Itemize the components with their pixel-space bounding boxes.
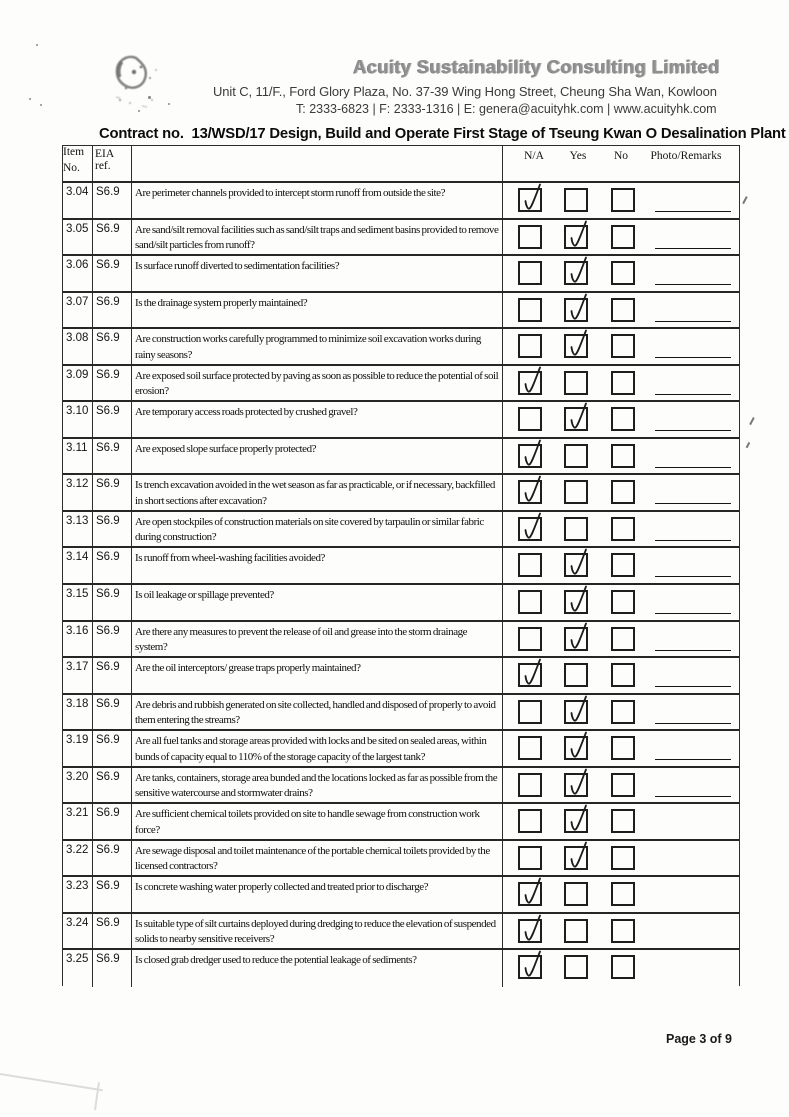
table-row [63, 183, 739, 220]
question-text: Are perimeter channels provided to intercept storm runoff from outside the site? [132, 183, 503, 218]
answer-cell [503, 585, 739, 620]
table-row [63, 804, 739, 841]
item-no: 3.23 [63, 877, 93, 912]
handwritten-tick-icon [518, 655, 545, 691]
handwritten-tick-icon [564, 545, 591, 581]
remarks-line [655, 467, 731, 468]
table-row [63, 512, 739, 549]
answer-cell [503, 329, 739, 364]
na-checkbox [518, 846, 542, 870]
scan-speck [148, 96, 151, 99]
table-row [63, 439, 739, 476]
no-checkbox [611, 736, 635, 760]
answer-cell [503, 622, 739, 657]
no-checkbox [611, 663, 635, 687]
handwritten-tick-icon [518, 363, 545, 399]
remarks-line [655, 284, 731, 285]
handwritten-tick-icon [564, 217, 591, 253]
na-checkbox [518, 407, 542, 431]
answer-cell [503, 804, 739, 839]
pen-stray-mark [742, 196, 747, 204]
na-checkbox [518, 261, 542, 285]
question-text: Is trench excavation avoided in the wet season as far as practicable, or if necessary, backfilled in short sections after excavation? [132, 475, 503, 510]
checklist-table [62, 145, 740, 986]
remarks-line [655, 321, 731, 322]
table-row [63, 548, 739, 585]
handwritten-tick-icon [564, 582, 591, 618]
question-text: Is oil leakage or spillage prevented? [132, 585, 503, 620]
no-checkbox [611, 188, 635, 212]
no-checkbox [611, 590, 635, 614]
table-row [63, 329, 739, 366]
handwritten-tick-icon [564, 801, 591, 837]
question-text: Are sewage disposal and toilet maintenance of the portable chemical toilets provided by the licensed contractors? [132, 841, 503, 876]
header-answers-cell [503, 146, 739, 181]
table-row [63, 658, 739, 695]
scan-speck [40, 104, 42, 106]
handwritten-tick-icon [564, 692, 591, 728]
question-text: Are exposed slope surface properly protected? [132, 439, 503, 474]
eia-ref: S6.9 [93, 220, 132, 255]
no-checkbox [611, 846, 635, 870]
header-yes-label: Yes [569, 150, 587, 162]
question-text: Is closed grab dredger used to reduce the potential leakage of sediments? [132, 950, 503, 987]
yes-checkbox [564, 225, 588, 249]
eia-ref: S6.9 [93, 256, 132, 291]
item-no: 3.13 [63, 512, 93, 547]
question-text: Are open stockpiles of construction materials on site covered by tarpaulin or similar fabric during construction? [132, 512, 503, 547]
no-checkbox [611, 444, 635, 468]
eia-ref: S6.9 [93, 622, 132, 657]
yes-checkbox [564, 553, 588, 577]
na-checkbox [518, 480, 542, 504]
item-no: 3.05 [63, 220, 93, 255]
yes-checkbox [564, 188, 588, 212]
eia-ref: S6.9 [93, 548, 132, 583]
table-row [63, 768, 739, 805]
yes-checkbox [564, 261, 588, 285]
question-text: Are all fuel tanks and storage areas provided with locks and be sited on sealed areas, within bunds of capacity equal to 110% of the storage capacity of the largest tank? [132, 731, 503, 766]
na-checkbox [518, 955, 542, 979]
answer-cell [503, 658, 739, 693]
yes-checkbox [564, 590, 588, 614]
na-checkbox [518, 553, 542, 577]
remarks-line [655, 394, 731, 395]
table-row [63, 914, 739, 951]
eia-ref: S6.9 [93, 658, 132, 693]
eia-ref: S6.9 [93, 768, 132, 803]
handwritten-tick-icon [564, 728, 591, 764]
pen-stray-mark [746, 442, 750, 448]
na-checkbox [518, 663, 542, 687]
yes-checkbox [564, 882, 588, 906]
no-checkbox [611, 261, 635, 285]
question-text: Is suitable type of silt curtains deployed during dredging to reduce the elevation of suspended solids to nearby sensitive receivers? [132, 914, 503, 949]
header-eia-ref [93, 146, 132, 181]
table-row [63, 622, 739, 659]
item-no: 3.14 [63, 548, 93, 583]
answer-cell [503, 914, 739, 949]
remarks-line [655, 503, 731, 504]
eia-ref: S6.9 [93, 366, 132, 401]
question-text: Are there any measures to prevent the release of oil and grease into the storm drainage system? [132, 622, 503, 657]
na-checkbox [518, 298, 542, 322]
answer-cell [503, 731, 739, 766]
eia-ref: S6.9 [93, 877, 132, 912]
handwritten-tick-icon [564, 399, 591, 435]
table-row [63, 695, 739, 732]
scan-streak [0, 1072, 103, 1091]
handwritten-tick-icon [564, 765, 591, 801]
handwritten-tick-icon [518, 472, 545, 508]
yes-checkbox [564, 846, 588, 870]
item-no: 3.15 [63, 585, 93, 620]
table-row [63, 950, 739, 987]
item-no: 3.04 [63, 183, 93, 218]
no-checkbox [611, 298, 635, 322]
table-row [63, 877, 739, 914]
question-text: Are sand/silt removal facilities such as sand/silt traps and sediment basins provided to remove sand/silt particles from runoff? [132, 220, 503, 255]
remarks-line [655, 613, 731, 614]
answer-cell [503, 877, 739, 912]
eia-ref: S6.9 [93, 402, 132, 437]
handwritten-tick-icon [518, 509, 545, 545]
table-row [63, 475, 739, 512]
header-na-label: N/A [524, 150, 544, 162]
no-checkbox [611, 882, 635, 906]
yes-checkbox [564, 480, 588, 504]
scan-streak [94, 1082, 100, 1110]
remarks-line [655, 686, 731, 687]
no-checkbox [611, 334, 635, 358]
na-checkbox [518, 371, 542, 395]
eia-ref: S6.9 [93, 329, 132, 364]
remarks-line [655, 650, 731, 651]
table-row [63, 366, 739, 403]
header-item-label: Item [63, 146, 85, 158]
question-text: Are construction works carefully programmed to minimize soil excavation works during rainy seasons? [132, 329, 503, 364]
yes-checkbox [564, 334, 588, 358]
question-text: Are exposed soil surface protected by paving as soon as possible to reduce the potential of soil erosion? [132, 366, 503, 401]
header-item-no [63, 146, 93, 181]
yes-checkbox [564, 700, 588, 724]
item-no: 3.25 [63, 950, 93, 987]
na-checkbox [518, 882, 542, 906]
no-checkbox [611, 517, 635, 541]
answer-cell [503, 695, 739, 730]
yes-checkbox [564, 371, 588, 395]
no-checkbox [611, 700, 635, 724]
answer-cell [503, 220, 739, 255]
yes-checkbox [564, 444, 588, 468]
no-checkbox [611, 955, 635, 979]
handwritten-tick-icon [564, 253, 591, 289]
answer-cell [503, 183, 739, 218]
handwritten-tick-icon [518, 874, 545, 910]
yes-checkbox [564, 736, 588, 760]
scan-speck [36, 44, 38, 46]
table-row [63, 220, 739, 257]
question-text: Is the drainage system properly maintained? [132, 293, 503, 328]
na-checkbox [518, 809, 542, 833]
question-text: Are the oil interceptors/ grease traps properly maintained? [132, 658, 503, 693]
no-checkbox [611, 480, 635, 504]
answer-cell [503, 841, 739, 876]
eia-ref: S6.9 [93, 293, 132, 328]
na-checkbox [518, 773, 542, 797]
table-row [63, 585, 739, 622]
page-number: Page 3 of 9 [666, 1032, 732, 1046]
remarks-line [655, 796, 731, 797]
remarks-line [655, 576, 731, 577]
handwritten-tick-icon [564, 619, 591, 655]
no-checkbox [611, 407, 635, 431]
na-checkbox [518, 590, 542, 614]
eia-ref: S6.9 [93, 475, 132, 510]
question-text: Is surface runoff diverted to sedimentation facilities? [132, 256, 503, 291]
no-checkbox [611, 627, 635, 651]
no-checkbox [611, 809, 635, 833]
remarks-line [655, 540, 731, 541]
item-no: 3.08 [63, 329, 93, 364]
company-address: Unit C, 11/F., Ford Glory Plaza, No. 37-39 Wing Hong Street, Cheung Sha Wan, Kowloon [213, 84, 717, 99]
eia-ref: S6.9 [93, 731, 132, 766]
remarks-line [655, 723, 731, 724]
item-no: 3.19 [63, 731, 93, 766]
yes-checkbox [564, 809, 588, 833]
item-no: 3.21 [63, 804, 93, 839]
pen-stray-mark [749, 417, 754, 425]
handwritten-tick-icon [564, 290, 591, 326]
header-question-cell [132, 146, 503, 181]
handwritten-tick-icon [564, 326, 591, 362]
item-no: 3.10 [63, 402, 93, 437]
contract-title: Contract no. 13/WSD/17 Design, Build and Operate First Stage of Tseung Kwan O Desalination Plant [99, 126, 786, 142]
na-checkbox [518, 919, 542, 943]
eia-ref: S6.9 [93, 950, 132, 987]
item-no: 3.22 [63, 841, 93, 876]
yes-checkbox [564, 773, 588, 797]
answer-cell [503, 548, 739, 583]
no-checkbox [611, 553, 635, 577]
table-row [63, 731, 739, 768]
item-no: 3.17 [63, 658, 93, 693]
answer-cell [503, 950, 739, 987]
answer-cell [503, 439, 739, 474]
question-text: Are temporary access roads protected by crushed gravel? [132, 402, 503, 437]
eia-ref: S6.9 [93, 804, 132, 839]
answer-cell [503, 256, 739, 291]
item-no: 3.16 [63, 622, 93, 657]
question-text: Are debris and rubbish generated on site collected, handled and disposed of properly to avoid them entering the streams? [132, 695, 503, 730]
na-checkbox [518, 225, 542, 249]
company-name: Acuity Sustainability Consulting Limited [353, 56, 720, 77]
yes-checkbox [564, 298, 588, 322]
answer-cell [503, 475, 739, 510]
remarks-line [655, 357, 731, 358]
table-row [63, 841, 739, 878]
answer-cell [503, 293, 739, 328]
handwritten-tick-icon [564, 838, 591, 874]
handwritten-tick-icon [518, 947, 545, 983]
na-checkbox [518, 627, 542, 651]
item-no: 3.07 [63, 293, 93, 328]
no-checkbox [611, 919, 635, 943]
handwritten-tick-icon [518, 436, 545, 472]
eia-ref: S6.9 [93, 439, 132, 474]
handwritten-tick-icon [518, 911, 545, 947]
eia-ref: S6.9 [93, 914, 132, 949]
table-row [63, 402, 739, 439]
table-row [63, 256, 739, 293]
item-no: 3.09 [63, 366, 93, 401]
eia-ref: S6.9 [93, 183, 132, 218]
na-checkbox [518, 444, 542, 468]
yes-checkbox [564, 663, 588, 687]
no-checkbox [611, 371, 635, 395]
question-text: Are sufficient chemical toilets provided on site to handle sewage from construction work force? [132, 804, 503, 839]
item-no: 3.11 [63, 439, 93, 474]
yes-checkbox [564, 407, 588, 431]
answer-cell [503, 768, 739, 803]
question-text: Is concrete washing water properly collected and treated prior to discharge? [132, 877, 503, 912]
na-checkbox [518, 736, 542, 760]
answer-cell [503, 512, 739, 547]
remarks-line [655, 211, 731, 212]
table-header-row [63, 146, 739, 183]
remarks-line [655, 759, 731, 760]
item-no: 3.20 [63, 768, 93, 803]
header-eia-label: EIA ref. [95, 148, 114, 172]
handwritten-tick-icon [518, 180, 545, 216]
na-checkbox [518, 700, 542, 724]
question-text: Is runoff from wheel-washing facilities avoided? [132, 548, 503, 583]
eia-ref: S6.9 [93, 512, 132, 547]
remarks-line [655, 248, 731, 249]
header-photo-remarks-label: Photo/Remarks [650, 150, 722, 162]
eia-ref: S6.9 [93, 585, 132, 620]
answer-cell [503, 366, 739, 401]
eia-ref: S6.9 [93, 695, 132, 730]
no-checkbox [611, 225, 635, 249]
na-checkbox [518, 188, 542, 212]
no-checkbox [611, 773, 635, 797]
table-row [63, 293, 739, 330]
na-checkbox [518, 517, 542, 541]
scan-speck [168, 103, 170, 105]
item-no: 3.18 [63, 695, 93, 730]
remarks-line [655, 430, 731, 431]
yes-checkbox [564, 919, 588, 943]
yes-checkbox [564, 517, 588, 541]
yes-checkbox [564, 955, 588, 979]
answer-cell [503, 402, 739, 437]
item-no: 3.24 [63, 914, 93, 949]
question-text: Are tanks, containers, storage area bunded and the locations locked as far as possible from the sensitive watercourse and stormwater drains? [132, 768, 503, 803]
eia-ref: S6.9 [93, 841, 132, 876]
item-no: 3.12 [63, 475, 93, 510]
company-contacts: T: 2333-6823 | F: 2333-1316 | E: genera@acuityhk.com | www.acuityhk.com [296, 102, 717, 116]
header-no-label: No. [63, 162, 80, 174]
scan-speck [29, 98, 31, 100]
na-checkbox [518, 334, 542, 358]
yes-checkbox [564, 627, 588, 651]
scan-speck [138, 110, 140, 112]
item-no: 3.06 [63, 256, 93, 291]
header-no-label: No [613, 150, 629, 162]
